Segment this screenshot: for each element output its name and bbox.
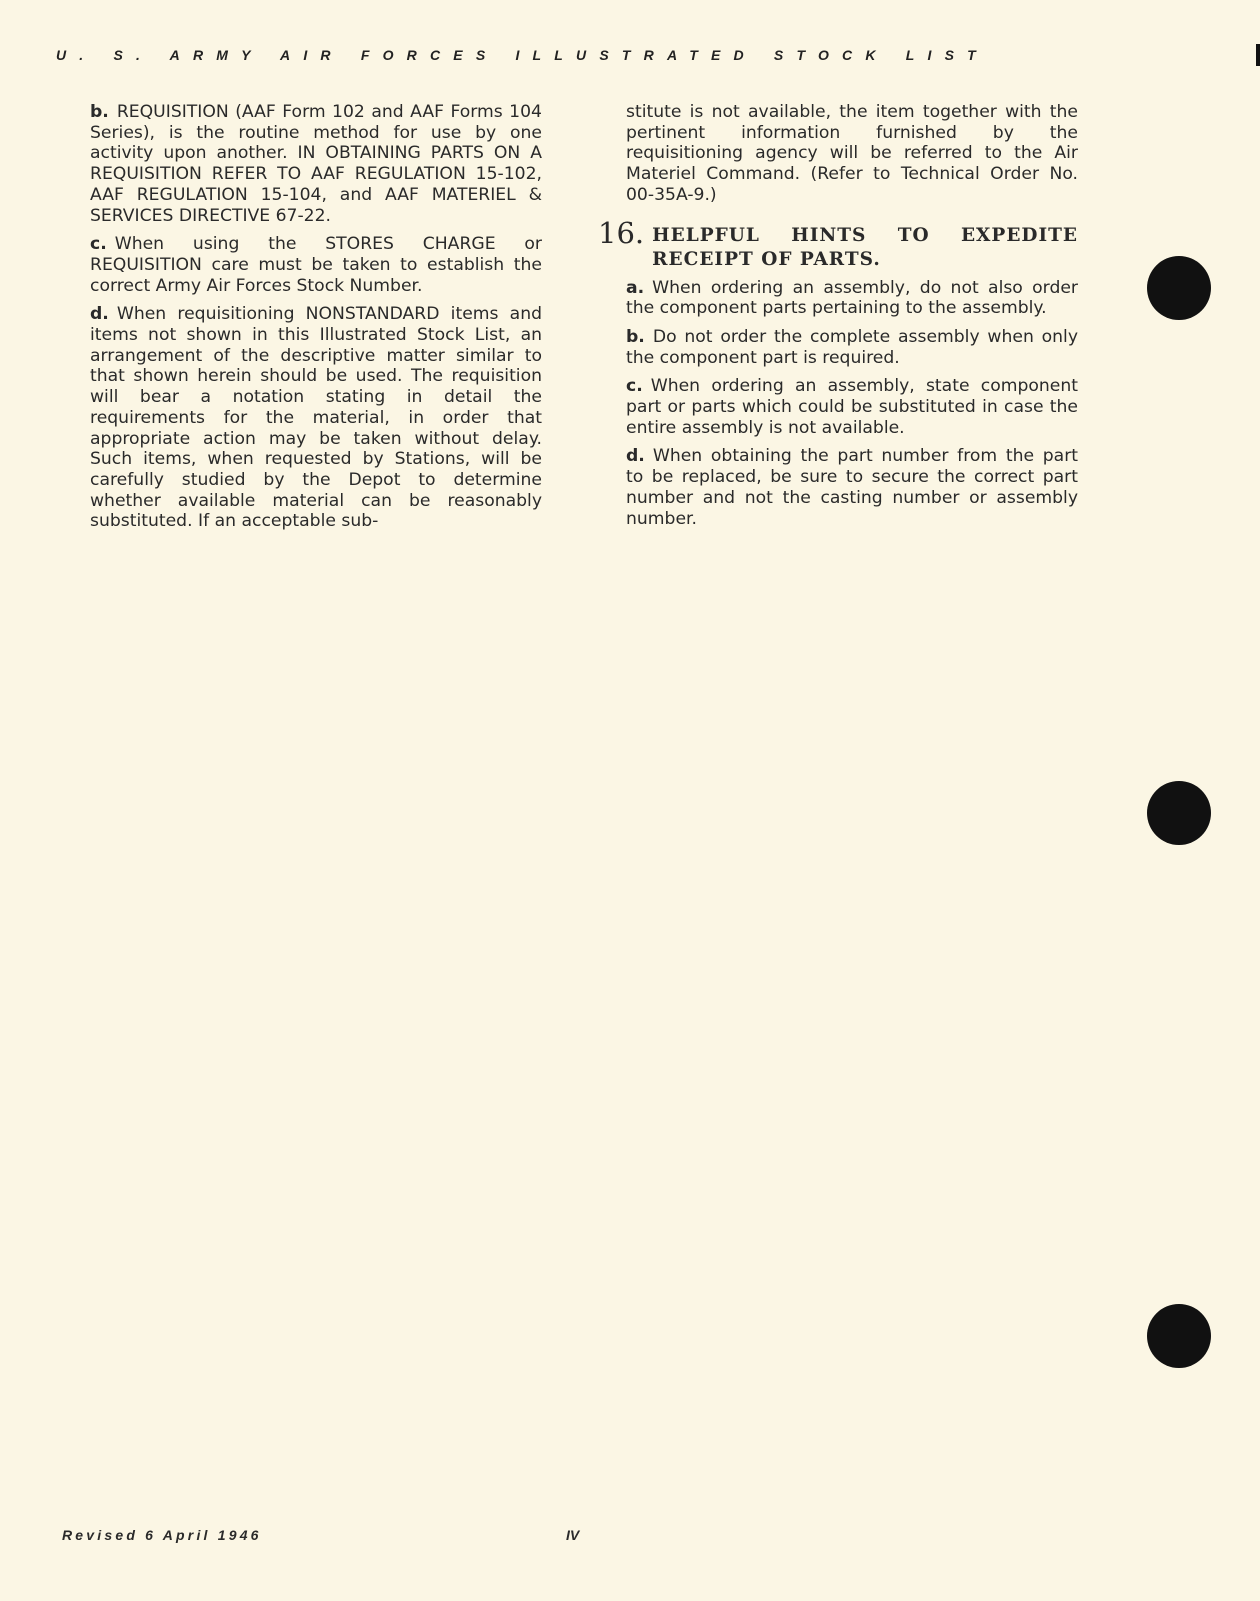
hint-a — [626, 278, 1078, 319]
paragraph-c — [90, 234, 542, 296]
hint-b — [626, 327, 1078, 368]
section-title: HELPFUL HINTS TO EXPEDITE RECEIPT OF PARTS. — [652, 224, 1078, 270]
revision-date: Revised 6 April 1946 — [62, 1527, 262, 1543]
binder-hole — [1147, 781, 1211, 845]
paragraph-b — [90, 102, 542, 226]
left-column — [90, 102, 542, 540]
item-label: c. — [626, 376, 643, 397]
hint-c — [626, 376, 1078, 438]
hint-d — [626, 446, 1078, 529]
item-label: a. — [626, 277, 645, 298]
paragraph-text: When ordering an assembly, do not also order the component parts pertaining to the assembly. — [626, 277, 1078, 319]
paragraph-text: When using the STORES CHARGE or REQUISITION care must be taken to establish the correct Army Air Forces Stock Number. — [90, 234, 542, 296]
paragraph-text: When ordering an assembly, state component part or parts which could be substituted in case the entire assembly is not available. — [626, 376, 1078, 438]
section-number: 16. — [598, 215, 645, 250]
section-heading — [598, 215, 1078, 272]
running-header: U. S. ARMY AIR FORCES ILLUSTRATED STOCK LIST — [56, 47, 989, 63]
page-number: IV — [566, 1527, 580, 1543]
item-label: b. — [90, 102, 109, 122]
item-label: c. — [90, 234, 107, 255]
item-label: d. — [626, 446, 645, 467]
page-edge-mark — [1256, 44, 1260, 66]
binder-hole — [1147, 256, 1211, 320]
paragraph-text: When requisitioning NONSTANDARD items and items not shown in this Illustrated Stock List, an arrangement of the descriptive matter similar to that shown herein should be used. The requisition will bear a notation stating in detail the requirements for the material, in order that appropriate action may be taken without delay. Such items, when requested by Stations, will be carefully studied by the Depot to determine whether available material can be reasonably substituted. If an acceptable sub- — [90, 304, 542, 532]
paragraph-text: REQUISITION (AAF Form 102 and AAF Forms 104 Series), is the routine method for use by one activity upon another. IN OBTAINING PARTS ON A REQUISITION REFER TO AAF REGULATION 15-102, AAF REGULATION 15-104, and AAF MATERIEL & SERVICES DIRECTIVE 67-22. — [90, 102, 542, 226]
item-label: b. — [626, 326, 645, 347]
paragraph-text: When obtaining the part number from the part to be replaced, be sure to secure the correct part number and not the casting number or assembly number. — [626, 446, 1078, 529]
right-column — [598, 102, 1078, 537]
binder-hole — [1147, 1304, 1211, 1368]
continuation-paragraph: stitute is not available, the item together with the pertinent information furnished by the requisitioning agency will be referred to the Air Materiel Command. (Refer to Technical Order No. 00-35A-9.) — [626, 102, 1078, 205]
paragraph-d — [90, 304, 542, 532]
paragraph-text: Do not order the complete assembly when only the component part is required. — [626, 326, 1078, 368]
item-label: d. — [90, 304, 109, 325]
